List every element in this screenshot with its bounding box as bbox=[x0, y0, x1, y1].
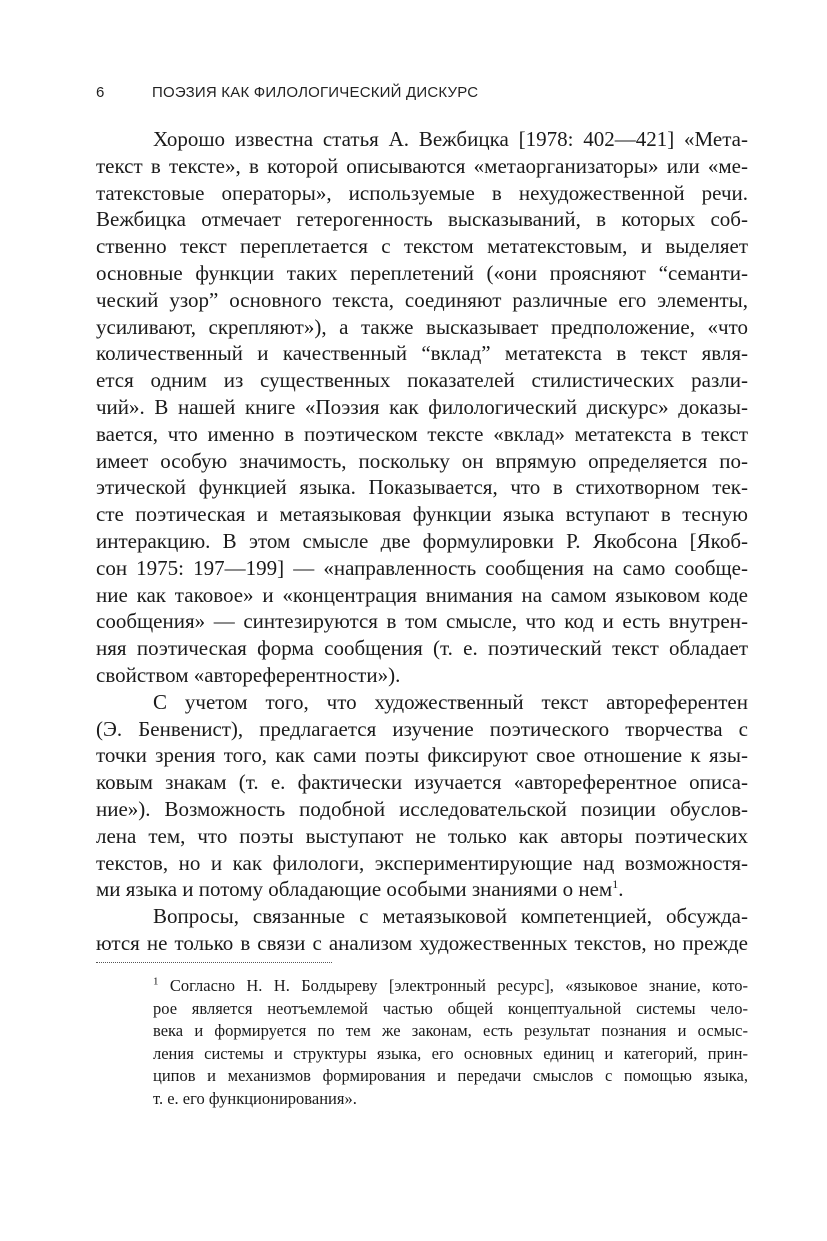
paragraph-1-line: чий». В нашей книге «Поэзия как филологический дискурс» доказы- bbox=[96, 394, 748, 419]
paragraph-2-line: С учетом того, что художественный текст автореферентен bbox=[153, 689, 748, 714]
paragraph-1-line: основные функции таких переплетений («они проясняют “семанти- bbox=[96, 260, 748, 285]
paragraph-1-line: свойством «автореферентности»). bbox=[96, 662, 401, 687]
paragraph-1-line: этической функцией языка. Показывается, что в стихотворном тек- bbox=[96, 475, 748, 500]
paragraph-1-line: татекстовые операторы», используемые в нехудожественной речи. bbox=[96, 180, 748, 205]
paragraph-3-line: Вопросы, связанные с метаязыковой компетенцией, обсужда- bbox=[153, 904, 748, 929]
paragraph-1-line: сон 1975: 197—199] — «направленность сообщения на само сообще- bbox=[96, 555, 748, 580]
running-head bbox=[96, 84, 756, 101]
paragraph-1-line: ственно текст переплетается с текстом метатекстовым, и выделяет bbox=[96, 234, 748, 259]
footnote-line: ципов и механизмов формирования и передачи смыслов с помощью языка, bbox=[153, 1066, 748, 1086]
running-title: ПОЭЗИЯ КАК ФИЛОЛОГИЧЕСКИЙ ДИСКУРС bbox=[152, 84, 479, 101]
paragraph-1-line: Хорошо известна статья А. Вежбицка [1978: 402—421] «Мета- bbox=[153, 127, 748, 151]
body-text bbox=[96, 126, 748, 957]
paragraph-1-line: няя поэтическая форма сообщения (т. е. поэтический текст обладает bbox=[96, 636, 748, 661]
paragraph-1-line: ческий узор” основного текста, соединяют различные его элементы, bbox=[96, 287, 748, 312]
paragraph-2-line: лена тем, что поэты выступают не только как авторы поэтических bbox=[96, 823, 748, 848]
footnote-line bbox=[153, 975, 748, 998]
footnote-line: рое является неотъемлемой частью общей концептуальной системы чело- bbox=[153, 998, 748, 1018]
paragraph-2-line: ковым знакам (т. е. фактически изучается «автореферентное описа- bbox=[96, 770, 748, 795]
paragraph-1-line: сообщения» — синтезируются в том смысле, что код и есть внутрен- bbox=[96, 609, 748, 634]
footnote-line: ления системы и структуры языка, его основных единиц и категорий, прин- bbox=[153, 1043, 748, 1063]
paragraph-1-line: количественный и качественный “вклад” метатекста в текст явля- bbox=[96, 341, 748, 366]
paragraph-2-line-text: ми языка и потому обладающие особыми знаниями о нем bbox=[96, 877, 613, 902]
footnote-divider bbox=[96, 962, 332, 963]
paragraph-1-line: интеракцию. В этом смысле две формулировки Р. Якобсона [Якоб- bbox=[96, 528, 748, 553]
paragraph-1-line: ется одним из существенных показателей стилистических разли- bbox=[96, 368, 748, 393]
paragraph-1-line: ние как таковое» и «концентрация внимания на самом языковом коде bbox=[96, 582, 748, 607]
paragraph-1-line: текст в тексте», в которой описываются «метаорганизаторы» или «ме- bbox=[96, 153, 748, 178]
footnote bbox=[153, 975, 748, 1111]
paragraph-1-line: сте поэтическая и метаязыковая функции языка вступают в тесную bbox=[96, 502, 748, 527]
paragraph-2-last-line: ми языка и потому обладающие особыми знаниями о нем$^1$. bbox=[96, 877, 624, 902]
paragraph-2-line: (Э. Бенвенист), предлагается изучение поэтического творчества с bbox=[96, 716, 748, 741]
footnote-line: века и формируется по тем же законам, есть результат познания и осмыс- bbox=[153, 1021, 748, 1041]
footnote-line-text: Согласно Н. Н. Болдыреву [электронный ресурс], «языковое знание, кото- bbox=[169, 976, 749, 995]
footnote-marker: 1 bbox=[153, 975, 159, 988]
footnote-line: т. е. его функционирования». bbox=[153, 1088, 357, 1108]
paragraph-1-line: усиливают, скрепляют»), а также высказывает предположение, «что bbox=[96, 314, 748, 339]
paragraph-2-line: ние»). Возможность подобной исследовательской позиции обуслов- bbox=[96, 796, 748, 821]
paragraph-1-line: вается, что именно в поэтическом тексте «вклад» метатекста в текст bbox=[96, 421, 748, 446]
paragraph-1-line: Вежбицка отмечает гетерогенность высказываний, в которых соб- bbox=[96, 207, 748, 232]
paragraph-2-line: текстов, но и как филологи, экспериментирующие над возможностя- bbox=[96, 850, 748, 875]
page-number: 6 bbox=[96, 84, 105, 101]
paragraph-2-line: точки зрения того, как сами поэты фиксируют свое отношение к язы- bbox=[96, 743, 748, 768]
paragraph-1-line: имеет особую значимость, поскольку он впрямую определяется по- bbox=[96, 448, 748, 473]
footnote-reference[interactable]: 1 bbox=[612, 877, 619, 892]
paragraph-3-line: ются не только в связи с анализом художественных текстов, но прежде bbox=[96, 930, 748, 955]
